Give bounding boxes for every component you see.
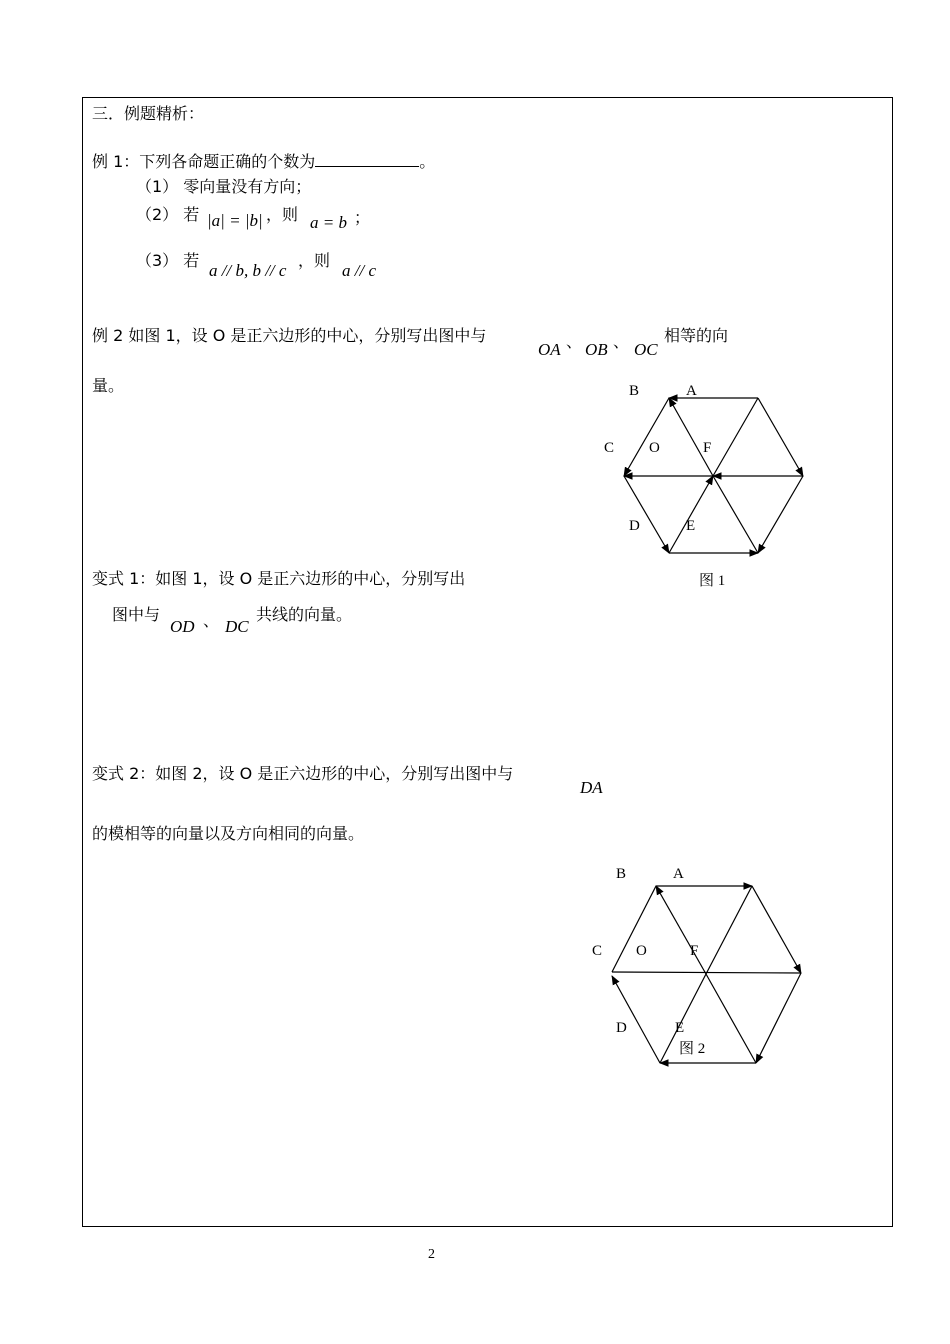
- vector-da: DA: [580, 778, 603, 797]
- point-label-b: B: [616, 866, 627, 882]
- point-label-b: B: [629, 383, 640, 399]
- example-1-item-3-mid: ，则: [298, 251, 331, 270]
- separator: 、: [566, 332, 583, 351]
- edge-vector: [612, 886, 656, 972]
- point-label-c: C: [604, 440, 615, 456]
- point-label-e: E: [686, 518, 696, 534]
- edge-vector: [756, 973, 801, 1063]
- spoke-vector: [612, 972, 801, 973]
- point-label-c: C: [592, 943, 603, 959]
- vector-oc: OC: [634, 340, 658, 359]
- vector-dc: DC: [225, 617, 249, 636]
- figure-2-caption: 图 2: [679, 1041, 706, 1057]
- example-2-text-line2: 量。: [92, 376, 125, 395]
- vector-od: OD: [170, 617, 195, 636]
- example-1-item-2-end: ；: [354, 208, 371, 227]
- example-1-item-2-prefix: （2） 若: [136, 205, 200, 224]
- point-label-d: D: [629, 518, 640, 534]
- example-2-text: 例 2 如图 1，设 O 是正六边形的中心，分别写出图中与: [92, 326, 487, 345]
- point-label-e: E: [675, 1020, 685, 1036]
- point-label-f: F: [703, 440, 712, 456]
- point-label-a: A: [686, 383, 697, 399]
- section-title: 三．例题精析：: [92, 104, 205, 123]
- variant-2-line-1: 变式 2：如图 2，设 O 是正六边形的中心，分别写出图中与: [92, 764, 514, 783]
- example-1-prefix: 例 1：下列各命题正确的个数为: [92, 152, 316, 171]
- example-1-suffix: 。: [419, 152, 436, 171]
- separator: 、: [203, 611, 220, 630]
- variant-1-line-2-suffix: 共线的向量。: [256, 605, 353, 624]
- spoke-vector: [706, 974, 756, 1063]
- point-label-o: O: [636, 943, 647, 959]
- variant-1-line-2-prefix: 图中与: [112, 605, 161, 624]
- point-label-o: O: [649, 440, 660, 456]
- page-number: 2: [428, 1247, 435, 1262]
- variant-2-line-2: 的模相等的向量以及方向相同的向量。: [92, 824, 365, 843]
- example-1-item-3-prefix: （3） 若: [136, 251, 200, 270]
- point-label-f: F: [690, 943, 699, 959]
- example-1-item-3-result: a // c: [342, 261, 376, 280]
- example-1-item-1: （1） 零向量没有方向；: [136, 177, 312, 196]
- spoke-vector: [706, 886, 752, 974]
- edge-vector: [752, 886, 801, 973]
- example-2-text-end: 相等的向: [664, 326, 729, 345]
- vector-oa: OA: [538, 340, 561, 359]
- point-label-d: D: [616, 1020, 627, 1036]
- example-1-item-2-condition: |a| = |b|: [207, 211, 263, 230]
- figure-1-caption: 图 1: [699, 573, 726, 589]
- example-1-item-2-result: a = b: [310, 213, 347, 232]
- example-1-item-2-mid: ，则: [266, 205, 299, 224]
- point-label-a: A: [673, 866, 684, 882]
- variant-1-line-1: 变式 1：如图 1，设 O 是正六边形的中心，分别写出: [92, 569, 466, 588]
- separator: 、: [613, 332, 630, 351]
- spoke-vector: [656, 886, 706, 974]
- example-1-item-3-condition: a // b, b // c: [209, 261, 287, 280]
- vector-ob: OB: [585, 340, 608, 359]
